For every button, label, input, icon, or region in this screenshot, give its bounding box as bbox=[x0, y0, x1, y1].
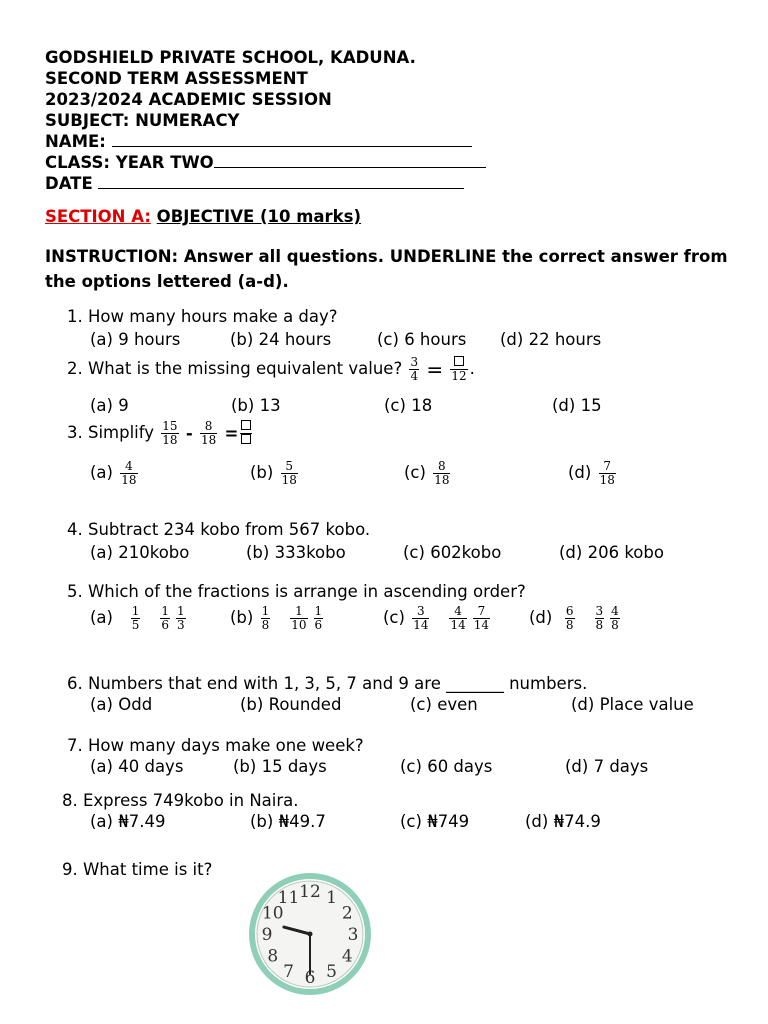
q3-answer-box bbox=[240, 420, 252, 447]
q3-option-d[interactable]: (d) $\frac{7}{18}$ bbox=[568, 459, 615, 487]
section-heading bbox=[45, 207, 367, 226]
question-2 bbox=[67, 356, 475, 383]
q5-option-c[interactable]: (c) $\frac{3}{14}$ $\frac{4}{14}$ $\frac{7}{14}$ bbox=[383, 604, 490, 632]
clock-numeral: 12 bbox=[299, 882, 321, 902]
q7-option-d[interactable]: (d) 7 days bbox=[565, 757, 649, 776]
question-7: 7. How many days make one week? bbox=[67, 736, 364, 755]
q6-option-c[interactable]: (c) even bbox=[410, 695, 478, 714]
school-name: GODSHIELD PRIVATE SCHOOL, KADUNA. bbox=[45, 48, 416, 67]
missing-box-icon bbox=[241, 420, 251, 430]
clock-numeral: 9 bbox=[261, 925, 273, 945]
clock-numeral: 11 bbox=[277, 887, 300, 908]
question-5: 5. Which of the fractions is arrange in ascending order? bbox=[67, 582, 526, 601]
q2-option-d[interactable]: (d) 15 bbox=[552, 396, 602, 415]
q2-fraction-right: 12 bbox=[450, 356, 467, 383]
q7-option-a[interactable]: (a) 40 days bbox=[90, 757, 184, 776]
name-label: NAME: bbox=[45, 132, 106, 151]
q5-option-b[interactable]: (b) $\frac{1}{8}$ $\frac{1}{10}$ $\frac{1}{6}$ bbox=[230, 604, 323, 632]
q3-option-b[interactable]: (b) $\frac{5}{18}$ bbox=[250, 459, 297, 487]
question-1: 1. How many hours make a day? bbox=[67, 307, 338, 326]
q6-option-d[interactable]: (d) Place value bbox=[571, 695, 694, 714]
name-blank[interactable] bbox=[112, 132, 472, 147]
q4-option-c[interactable]: (c) 602kobo bbox=[403, 543, 502, 562]
session-title: 2023/2024 ACADEMIC SESSION bbox=[45, 90, 332, 109]
clock-numeral: 10 bbox=[261, 903, 284, 924]
clock-numeral: 3 bbox=[347, 925, 359, 945]
q7-option-b[interactable]: (b) 15 days bbox=[233, 757, 327, 776]
clock-numeral: 1 bbox=[326, 887, 337, 908]
q8-option-a[interactable]: (a) ₦7.49 bbox=[90, 812, 166, 831]
class-blank[interactable] bbox=[214, 153, 486, 168]
q3-option-c[interactable]: (c) $\frac{8}{18}$ bbox=[404, 459, 450, 487]
class-label: CLASS: YEAR TWO bbox=[45, 153, 214, 172]
q2-text: 2. What is the missing equivalent value? bbox=[67, 359, 403, 378]
q6-option-b[interactable]: (b) Rounded bbox=[240, 695, 342, 714]
q1-option-b[interactable]: (b) 24 hours bbox=[230, 330, 332, 349]
q8-option-d[interactable]: (d) ₦74.9 bbox=[525, 812, 601, 831]
term-title: SECOND TERM ASSESSMENT bbox=[45, 69, 308, 88]
section-label: SECTION A: bbox=[45, 207, 151, 226]
q2-fraction-left: $\frac{3}{4}$ bbox=[410, 355, 419, 383]
q2-option-a[interactable]: (a) 9 bbox=[90, 396, 129, 415]
date-row bbox=[45, 173, 464, 194]
q4-option-a[interactable]: (a) 210kobo bbox=[90, 543, 190, 562]
q3-fraction-2: $\frac{8}{18}$ bbox=[200, 419, 217, 447]
q1-option-c[interactable]: (c) 6 hours bbox=[377, 330, 467, 349]
q3-fraction-1: $\frac{15}{18}$ bbox=[162, 419, 178, 447]
question-9: 9. What time is it? bbox=[62, 860, 213, 879]
q5-option-d[interactable]: (d) $\frac{6}{8}$ $\frac{3}{8}$ $\frac{4}{8}$ bbox=[529, 604, 619, 632]
clock-numeral: 7 bbox=[283, 962, 294, 983]
instruction: INSTRUCTION: Answer all questions. UNDERLINE the correct answer from the options lettered (a-d). bbox=[45, 247, 728, 291]
clock-image bbox=[248, 872, 372, 996]
q3-option-a[interactable]: (a) $\frac{4}{18}$ bbox=[90, 459, 137, 487]
clock-numeral: 2 bbox=[341, 903, 353, 924]
clock-numeral: 6 bbox=[304, 968, 316, 988]
q1-option-d[interactable]: (d) 22 hours bbox=[500, 330, 602, 349]
q2-equals: = bbox=[426, 357, 444, 382]
date-blank[interactable] bbox=[98, 174, 464, 189]
name-row bbox=[45, 131, 472, 152]
q2-option-b[interactable]: (b) 13 bbox=[231, 396, 281, 415]
question-3 bbox=[67, 420, 254, 447]
question-4: 4. Subtract 234 kobo from 567 kobo. bbox=[67, 520, 371, 539]
q5-option-a[interactable]: (a) $\frac{1}{5}$ $\frac{1}{6}$ $\frac{1}{3}$ bbox=[90, 604, 185, 632]
q2-option-c[interactable]: (c) 18 bbox=[384, 396, 433, 415]
q8-option-c[interactable]: (c) ₦749 bbox=[400, 812, 470, 831]
clock-numeral: 4 bbox=[341, 946, 353, 967]
q3-minus: - bbox=[185, 424, 193, 443]
q4-option-d[interactable]: (d) 206 kobo bbox=[559, 543, 664, 562]
q8-option-b[interactable]: (b) ₦49.7 bbox=[250, 812, 326, 831]
question-8: 8. Express 749kobo in Naira. bbox=[62, 791, 299, 810]
date-label: DATE bbox=[45, 174, 93, 193]
q4-option-b[interactable]: (b) 333kobo bbox=[246, 543, 346, 562]
clock-numeral: 8 bbox=[267, 946, 279, 967]
clock-numeral: 5 bbox=[326, 962, 337, 983]
q6-option-a[interactable]: (a) Odd bbox=[90, 695, 153, 714]
clock-center bbox=[308, 932, 313, 937]
missing-box-icon bbox=[241, 434, 251, 444]
class-row bbox=[45, 152, 486, 173]
section-title: OBJECTIVE (10 marks) bbox=[156, 207, 362, 226]
q3-text: 3. Simplify bbox=[67, 423, 155, 442]
subject-title: SUBJECT: NUMERACY bbox=[45, 111, 240, 130]
q2-period: . bbox=[469, 359, 475, 378]
q3-equals: = bbox=[224, 424, 239, 443]
q1-option-a[interactable]: (a) 9 hours bbox=[90, 330, 181, 349]
question-6: 6. Numbers that end with 1, 3, 5, 7 and 9 are _______ numbers. bbox=[67, 674, 588, 693]
missing-box-icon bbox=[454, 356, 464, 366]
q7-option-c[interactable]: (c) 60 days bbox=[400, 757, 493, 776]
